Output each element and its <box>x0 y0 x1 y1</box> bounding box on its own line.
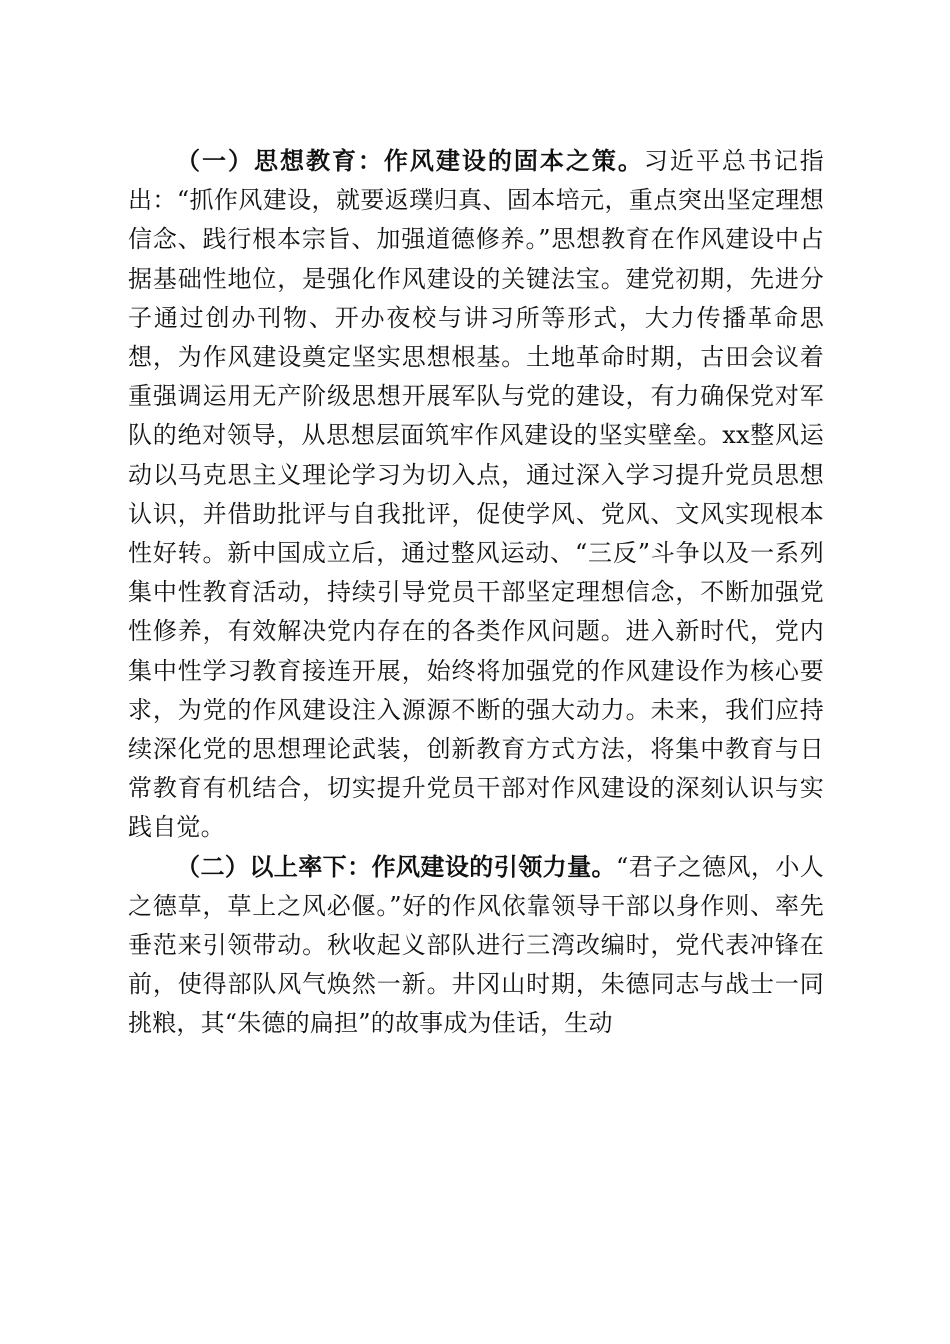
document-body <box>128 142 824 1044</box>
paragraph-lead-by-example <box>128 848 824 1044</box>
paragraph-body-1: 习近平总书记指出：“抓作风建设，就要返璞归真、固本培元，重点突出坚定理想信念、践行根本宗旨、加强道德修养。”思想教育在作风建设中占据基础性地位，是强化作风建设的关键法宝。建党初期，先进分子通过创办刊物、开办夜校与讲习所等形式，大力传播革命思想，为作风建设奠定坚实思想根基。土地革命时期，古田会议着重强调运用无产阶级思想开展军队与党的建设，有力确保党对军队的绝对领导，从思想层面筑牢作风建设的坚实壁垒。xx整风运动以马克思主义理论学习为切入点，通过深入学习提升党员思想认识，并借助批评与自我批评，促使学风、党风、文风实现根本性好转。新中国成立后，通过整风运动、“三反”斗争以及一系列集中性教育活动，持续引导党员干部坚定理想信念，不断加强党性修养，有效解决党内存在的各类作风问题。进入新时代，党内集中性学习教育接连开展，始终将加强党的作风建设作为核心要求，为党的作风建设注入源源不断的强大动力。未来，我们应持续深化党的思想理论武装，创新教育方式方法，将集中教育与日常教育有机结合，切实提升党员干部对作风建设的深刻认识与实践自觉。 <box>128 147 824 842</box>
paragraph-ideological-education <box>128 142 824 848</box>
section-heading-2: （二）以上率下：作风建设的引领力量。 <box>176 852 616 881</box>
section-heading-1: （一）思想教育：作风建设的固本之策。 <box>176 147 644 175</box>
paragraph-body-2: “君子之德风，小人之德草，草上之风必偃。”好的作风依靠领导干部以身作则、率先垂范来引领带动。秋收起义部队进行三湾改编时，党代表冲锋在前，使得部队风气焕然一新。井冈山时期，朱德同志与战士一同挑粮，其“朱德的扁担”的故事成为佳话，生动 <box>128 852 824 1038</box>
